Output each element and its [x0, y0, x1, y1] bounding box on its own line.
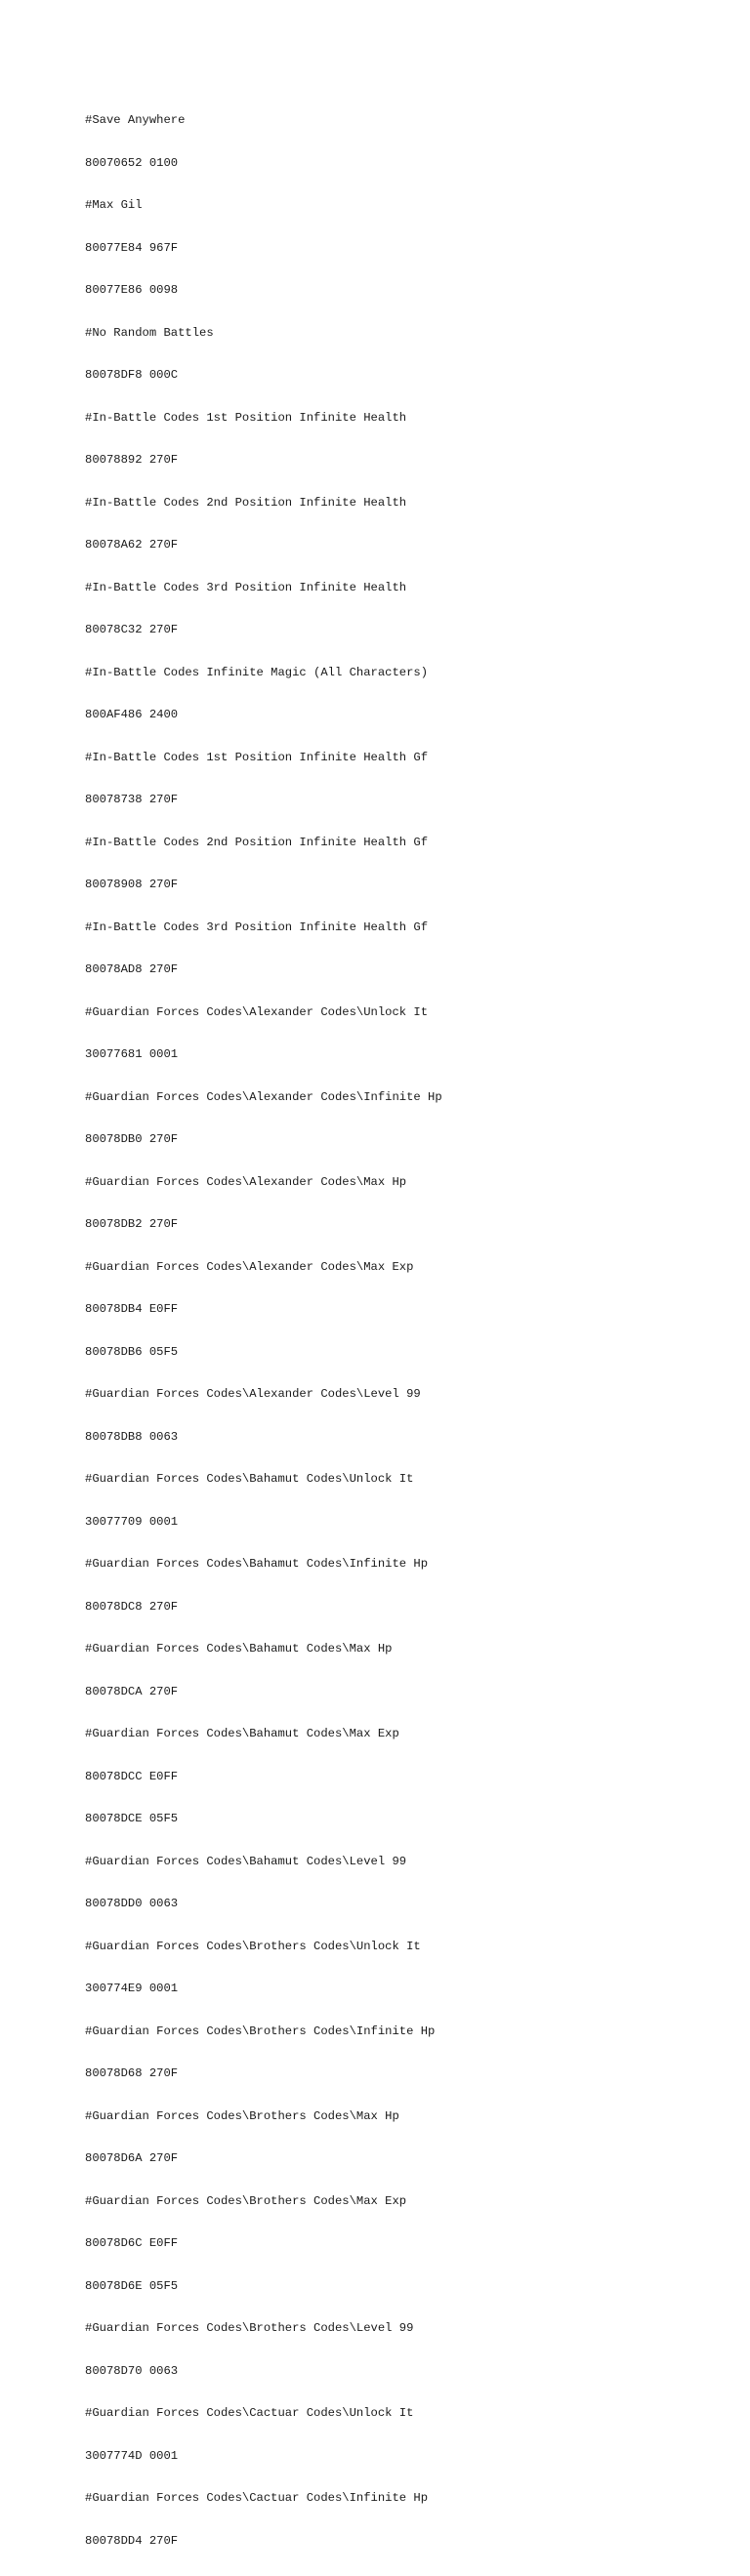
code-line: 80078DCE 05F5 [85, 1812, 179, 1825]
code-line: 80070652 0100 [85, 155, 179, 170]
code-line: 80078AD8 270F [85, 962, 179, 976]
code-line: 80077E84 967F [85, 240, 179, 255]
code-line: #In-Battle Codes 2nd Position Infinite Health Gf [85, 835, 429, 849]
code-line: 80078DD4 270F [85, 2533, 179, 2548]
code-line: 30077681 0001 [85, 1047, 179, 1061]
code-line: 80078C32 270F [85, 623, 179, 636]
code-line: #Max Gil [85, 198, 143, 212]
code-line: #Guardian Forces Codes\Cactuar Codes\Infinite Hp [85, 2491, 429, 2505]
code-line: 80078DB0 270F [85, 1132, 179, 1146]
code-line: 80078DB6 05F5 [85, 1344, 179, 1359]
code-line: 3007774D 0001 [85, 2448, 179, 2463]
code-line: 80078DB4 E0FF [85, 1302, 179, 1316]
code-line: 80078A62 270F [85, 538, 179, 552]
code-line: 80078908 270F [85, 878, 179, 891]
code-line: 80078892 270F [85, 453, 179, 467]
code-line: #Guardian Forces Codes\Bahamut Codes\Infinite Hp [85, 1557, 429, 1571]
code-line: 80078D6C E0FF [85, 2236, 179, 2250]
code-line: #Guardian Forces Codes\Brothers Codes\Level 99 [85, 2321, 414, 2335]
code-line: #Guardian Forces Codes\Bahamut Codes\Level 99 [85, 1854, 407, 1868]
code-line: #Guardian Forces Codes\Bahamut Codes\Max Exp [85, 1727, 399, 1740]
code-line: #Guardian Forces Codes\Bahamut Codes\Max Hp [85, 1642, 393, 1656]
code-line: 800AF486 2400 [85, 708, 179, 721]
code-line: #Guardian Forces Codes\Brothers Codes\Max Hp [85, 2108, 399, 2123]
code-line: 80078DF8 000C [85, 368, 179, 382]
code-line: #In-Battle Codes 3rd Position Infinite Health [85, 580, 407, 594]
code-line: 300774E9 0001 [85, 1982, 179, 1995]
code-line: 30077709 0001 [85, 1514, 179, 1529]
code-line: #Guardian Forces Codes\Alexander Codes\Infinite Hp [85, 1089, 442, 1104]
code-line: 80078DCC E0FF [85, 1769, 179, 1783]
code-line: #No Random Battles [85, 325, 214, 340]
code-line: 80078D70 0063 [85, 2363, 179, 2378]
code-line: #In-Battle Codes 2nd Position Infinite Health [85, 495, 407, 510]
code-line: 80078DC8 270F [85, 1599, 179, 1614]
code-line: 80078DB8 0063 [85, 1429, 179, 1444]
code-line: #Guardian Forces Codes\Bahamut Codes\Unlock It [85, 1472, 414, 1486]
code-line: 80078738 270F [85, 793, 179, 806]
code-line: 80078DB2 270F [85, 1217, 179, 1231]
code-line: #Guardian Forces Codes\Cactuar Codes\Unlock It [85, 2406, 414, 2420]
code-line: 80078D6A 270F [85, 2151, 179, 2165]
code-line: 80078D68 270F [85, 2066, 179, 2080]
code-line: #Guardian Forces Codes\Alexander Codes\Unlock It [85, 1004, 429, 1019]
code-line: #Guardian Forces Codes\Alexander Codes\Max Exp [85, 1259, 414, 1274]
code-line: #In-Battle Codes 1st Position Infinite Health [85, 410, 407, 425]
cheat-code-listing [85, 85, 442, 2576]
code-line: #In-Battle Codes Infinite Magic (All Characters) [85, 665, 429, 679]
code-line: 80077E86 0098 [85, 283, 179, 297]
code-line: #Save Anywhere [85, 113, 186, 127]
code-line: #Guardian Forces Codes\Alexander Codes\Level 99 [85, 1387, 421, 1401]
code-line: #Guardian Forces Codes\Alexander Codes\Max Hp [85, 1174, 407, 1189]
code-line: #In-Battle Codes 1st Position Infinite Health Gf [85, 750, 429, 764]
code-line: #Guardian Forces Codes\Brothers Codes\Max Exp [85, 2193, 407, 2208]
code-line: 80078DCA 270F [85, 1684, 179, 1698]
code-line: 80078D6E 05F5 [85, 2278, 179, 2293]
code-line: #In-Battle Codes 3rd Position Infinite Health Gf [85, 920, 429, 934]
code-line: 80078DD0 0063 [85, 1897, 179, 1910]
code-line: #Guardian Forces Codes\Brothers Codes\Infinite Hp [85, 2024, 436, 2038]
code-line: #Guardian Forces Codes\Brothers Codes\Unlock It [85, 1939, 421, 1953]
